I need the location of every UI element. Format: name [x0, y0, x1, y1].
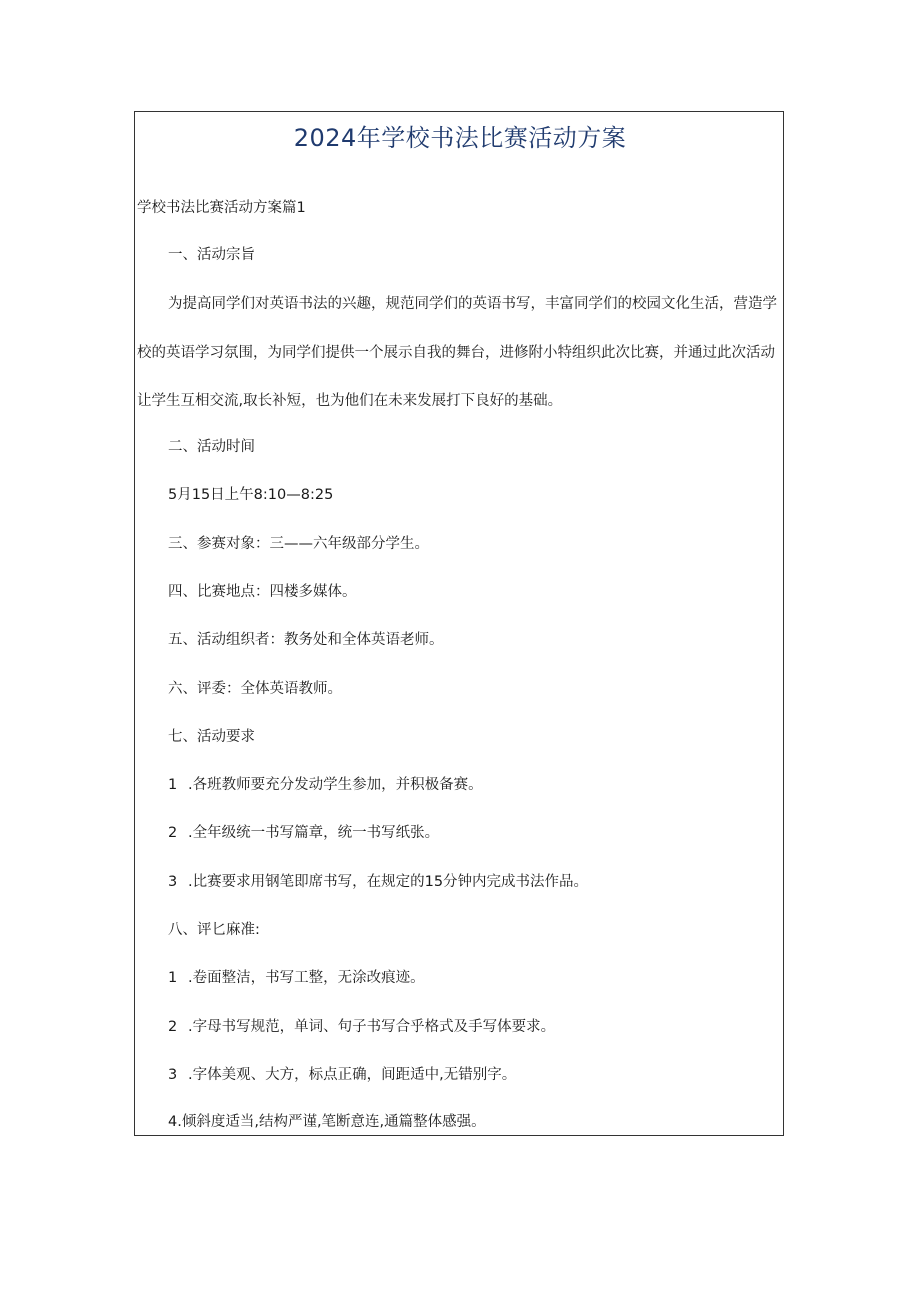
- section-heading-requirements: 七、活动要求: [168, 729, 255, 745]
- criteria-text: .字母书写规范，单词、句子书写合乎格式及手写体要求。: [188, 1019, 556, 1035]
- requirement-text: .全年级统一书写篇章，统一书写纸张。: [188, 825, 440, 841]
- document-subtitle: 学校书法比赛活动方案篇1: [137, 200, 306, 216]
- requirement-text: .各班教师要充分发动学生参加，并积极备赛。: [188, 777, 483, 793]
- requirement-item: [168, 775, 483, 795]
- criteria-number: 1: [168, 970, 178, 986]
- criteria-item-last: 4.倾斜度适当,结构严谨,笔断意连,通篇整体感强。: [168, 1114, 486, 1130]
- requirement-text: .比赛要求用钢笔即席书写，在规定的15分钟内完成书法作品。: [188, 874, 589, 890]
- requirement-item: [168, 823, 439, 843]
- organizers-line: 五、活动组织者：教务处和全体英语老师。: [168, 632, 444, 648]
- criteria-text: .字体美观、大方，标点正确，间距适中,无错别字。: [188, 1067, 517, 1083]
- criteria-number: 2: [168, 1019, 178, 1035]
- criteria-item: [168, 1065, 516, 1085]
- requirement-number: 1: [168, 777, 178, 793]
- section-heading-criteria: 八、评匕麻准:: [168, 922, 260, 938]
- location-line: 四、比赛地点：四楼多媒体。: [168, 584, 357, 600]
- criteria-number: 3: [168, 1067, 178, 1083]
- section-heading-purpose: 一、活动宗旨: [168, 247, 255, 263]
- judges-line: 六、评委：全体英语教师。: [168, 681, 342, 697]
- criteria-item: [168, 1017, 555, 1037]
- purpose-paragraph-line-3: 让学生互相交流,取长补短，也为他们在未来发展打下良好的基础。: [137, 393, 563, 409]
- purpose-paragraph-line-1: 为提高同学们对英语书法的兴趣，规范同学们的英语书写，丰富同学们的校园文化生活，营造学: [168, 296, 777, 312]
- requirement-number: 3: [168, 874, 178, 890]
- requirement-number: 2: [168, 825, 178, 841]
- requirement-item: [168, 872, 588, 892]
- criteria-item: [168, 968, 425, 988]
- criteria-text: .卷面整洁，书写工整，无涂改痕迹。: [188, 970, 425, 986]
- participants-line: 三、参赛对象：三——六年级部分学生。: [168, 536, 429, 552]
- time-value: 5月15日上午8:10—8:25: [168, 487, 334, 503]
- purpose-paragraph-line-2: 校的英语学习氛围，为同学们提供一个展示自我的舞台，进修附小特组织此次比赛，并通过此次活动: [137, 345, 775, 361]
- document-title: 2024年学校书法比赛活动方案: [293, 124, 627, 152]
- section-heading-time: 二、活动时间: [168, 439, 255, 455]
